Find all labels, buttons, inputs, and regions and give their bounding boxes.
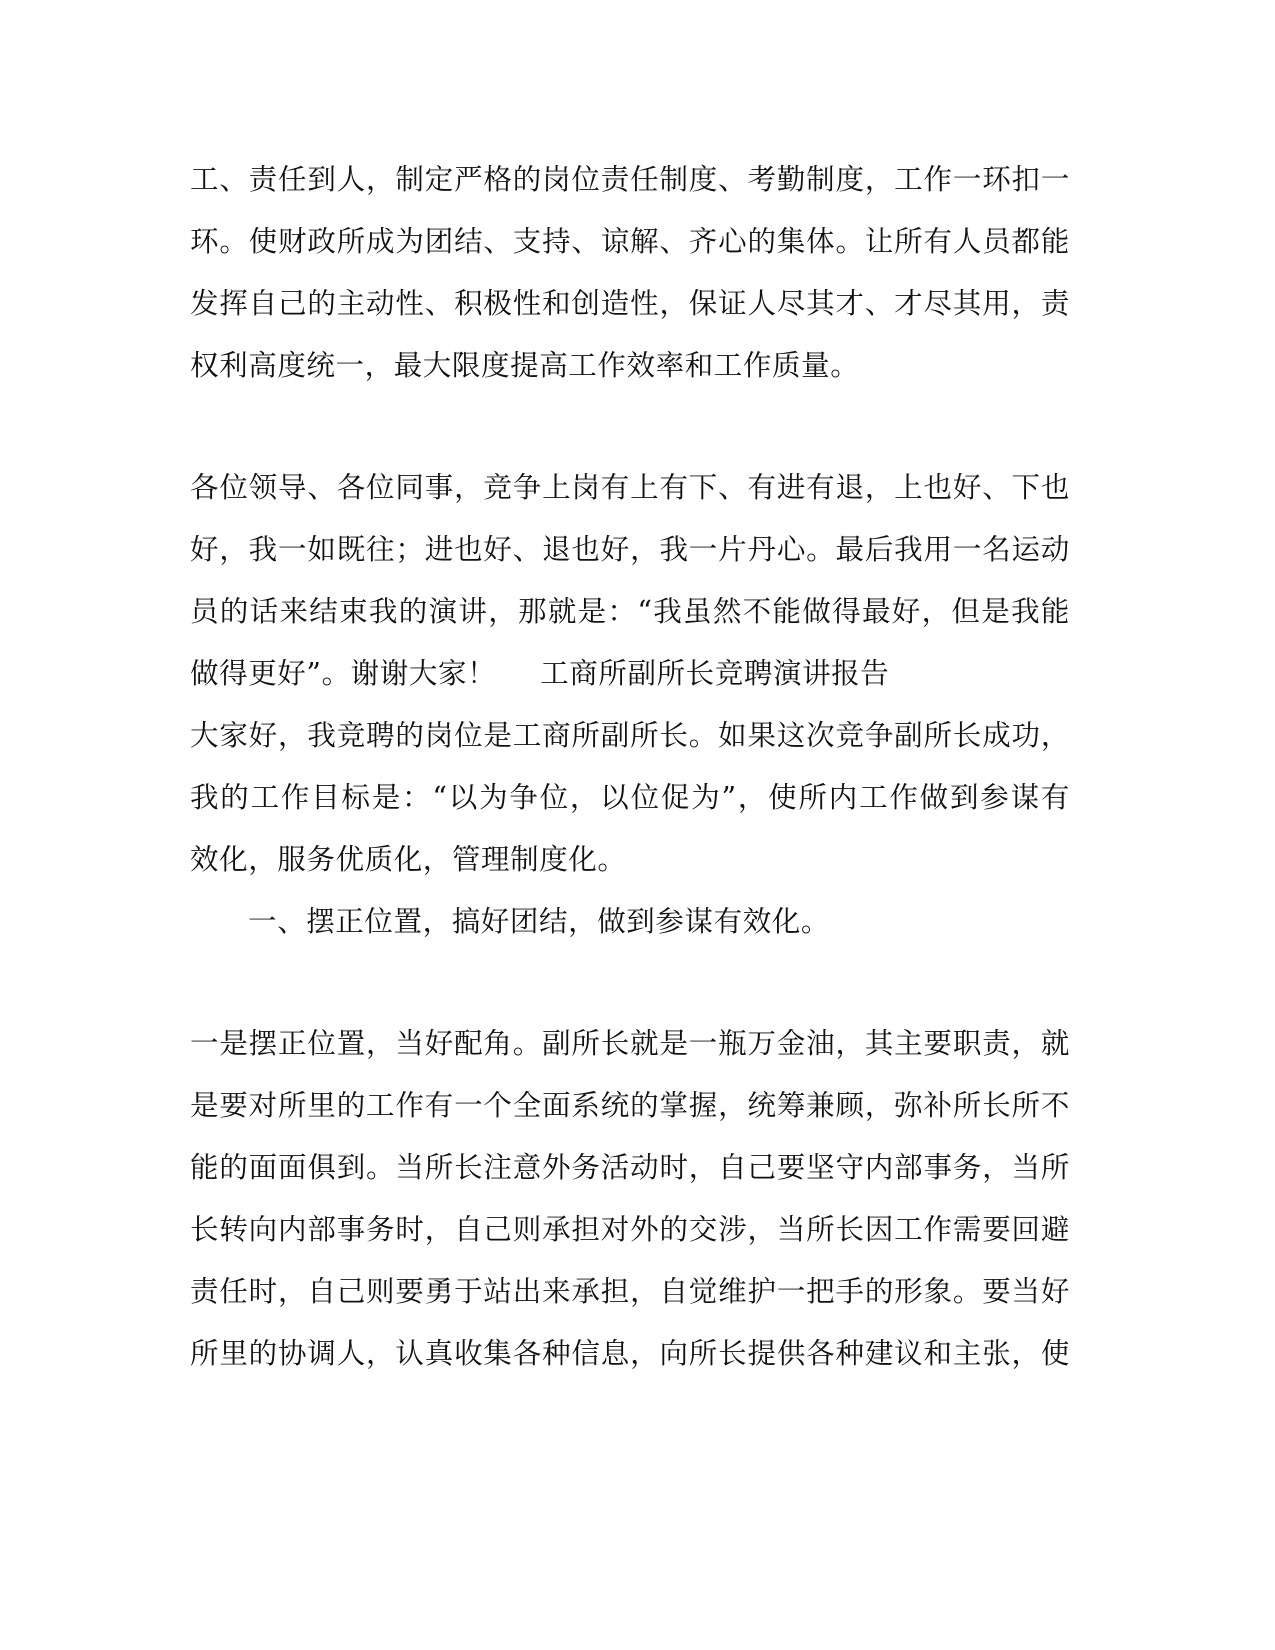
- paragraph-line: [190, 654, 1070, 694]
- paragraph-line: 发挥自己的主动性、积极性和创造性，保证人尽其才、才尽其用，责: [190, 287, 1070, 320]
- paragraph-line: 大家好，我竞聘的岗位是工商所副所长。如果这次竞争副所长成功，: [190, 719, 1070, 752]
- paragraph-line: 长转向内部事务时，自己则承担对外的交涉，当所长因工作需要回避: [190, 1213, 1070, 1246]
- paragraph-line: 是要对所里的工作有一个全面系统的掌握，统筹兼顾，弥补所长所不: [190, 1089, 1070, 1122]
- paragraph-line: 效化，服务优质化，管理制度化。: [190, 843, 627, 876]
- paragraph-line: 各位领导、各位同事，竞争上岗有上有下、有进有退，上也好、下也: [190, 471, 1070, 504]
- paragraph-line: 能的面面俱到。当所长注意外务活动时，自己要坚守内部事务，当所: [190, 1151, 1070, 1184]
- paragraph-line: 工、责任到人，制定严格的岗位责任制度、考勤制度，工作一环扣一: [190, 163, 1070, 196]
- closing-text: 做得更好”。谢谢大家！: [190, 657, 497, 690]
- paragraph-line: 环。使财政所成为团结、支持、谅解、齐心的集体。让所有人员都能: [190, 225, 1070, 258]
- paragraph-line: 员的话来结束我的演讲，那就是：“我虽然不能做得最好，但是我能: [190, 595, 1070, 628]
- paragraph-line: 所里的协调人，认真收集各种信息，向所长提供各种建议和主张，使: [190, 1337, 1070, 1370]
- section-heading: 一、摆正位置，搞好团结，做到参谋有效化。: [248, 905, 831, 938]
- paragraph-line: 我的工作目标是：“以为争位，以位促为”，使所内工作做到参谋有: [190, 781, 1070, 814]
- paragraph-line: 一是摆正位置，当好配角。副所长就是一瓶万金油，其主要职责，就: [190, 1027, 1070, 1060]
- section-title: 工商所副所长竞聘演讲报告: [540, 657, 890, 690]
- paragraph-line: 好，我一如既往；进也好、退也好，我一片丹心。最后我用一名运动: [190, 533, 1070, 566]
- paragraph-line: 责任时，自己则要勇于站出来承担，自觉维护一把手的形象。要当好: [190, 1275, 1070, 1308]
- paragraph-line: 权利高度统一，最大限度提高工作效率和工作质量。: [190, 349, 860, 382]
